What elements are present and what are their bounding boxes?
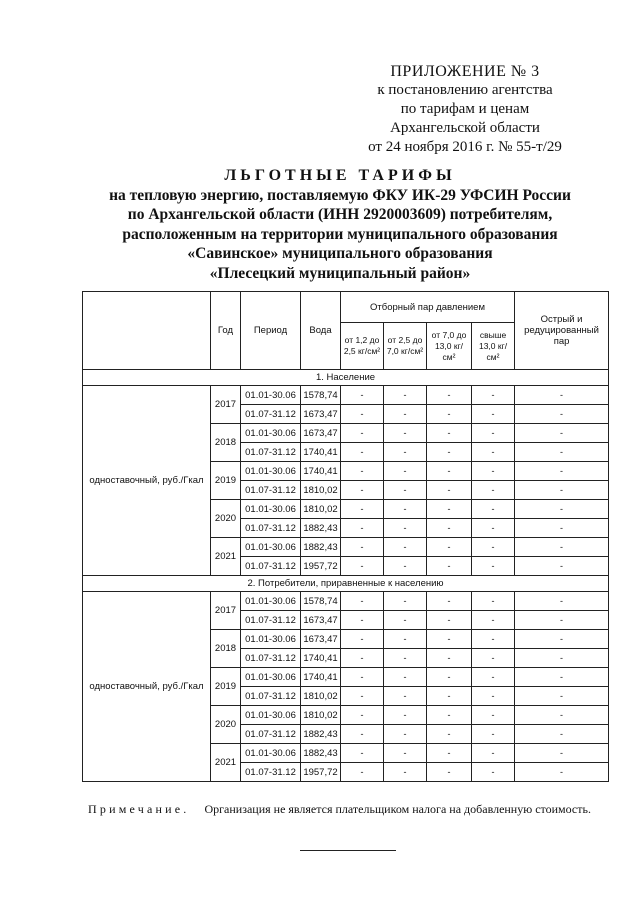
title-line: расположенным на территории муниципального образования [122, 225, 558, 243]
water-tariff-cell: 1740,41 [301, 668, 341, 687]
empty-tariff-cell: - [341, 725, 384, 744]
empty-tariff-cell: - [515, 462, 609, 481]
water-tariff-cell: 1810,02 [301, 500, 341, 519]
empty-tariff-cell: - [427, 500, 472, 519]
empty-tariff-cell: - [472, 706, 515, 725]
year-cell: 2018 [211, 630, 241, 668]
empty-tariff-cell: - [384, 763, 427, 782]
empty-tariff-cell: - [427, 725, 472, 744]
empty-tariff-cell: - [472, 611, 515, 630]
empty-tariff-cell: - [515, 405, 609, 424]
empty-tariff-cell: - [341, 763, 384, 782]
note-label: Примечание. [88, 802, 190, 816]
period-cell: 01.07-31.12 [241, 649, 301, 668]
title-line: на тепловую энергию, поставляемую ФКУ ИК-29 УФСИН России [109, 186, 571, 204]
empty-tariff-cell: - [341, 592, 384, 611]
empty-tariff-cell: - [427, 538, 472, 557]
year-cell: 2021 [211, 538, 241, 576]
empty-tariff-cell: - [427, 630, 472, 649]
period-cell: 01.07-31.12 [241, 405, 301, 424]
period-cell: 01.07-31.12 [241, 611, 301, 630]
empty-tariff-cell: - [341, 649, 384, 668]
year-cell: 2017 [211, 386, 241, 424]
empty-tariff-cell: - [515, 500, 609, 519]
tariff-table-body [83, 370, 609, 782]
empty-tariff-cell: - [515, 763, 609, 782]
water-tariff-cell: 1957,72 [301, 763, 341, 782]
water-tariff-cell: 1740,41 [301, 443, 341, 462]
year-cell: 2019 [211, 462, 241, 500]
water-tariff-cell: 1673,47 [301, 611, 341, 630]
period-cell: 01.07-31.12 [241, 519, 301, 538]
empty-tariff-cell: - [472, 649, 515, 668]
empty-tariff-cell: - [472, 744, 515, 763]
period-cell: 01.07-31.12 [241, 687, 301, 706]
empty-tariff-cell: - [515, 725, 609, 744]
empty-tariff-cell: - [384, 481, 427, 500]
water-tariff-cell: 1673,47 [301, 630, 341, 649]
empty-tariff-cell: - [384, 668, 427, 687]
section-row [83, 576, 609, 592]
empty-tariff-cell: - [472, 443, 515, 462]
period-cell: 01.07-31.12 [241, 763, 301, 782]
table-row [83, 592, 609, 611]
appendix-ref-line: Архангельской области [390, 120, 540, 136]
empty-tariff-cell: - [384, 424, 427, 443]
note-text: Организация не является плательщиком налога на добавленную стоимость. [204, 802, 591, 816]
section-row [83, 370, 609, 386]
bottom-divider [300, 850, 396, 851]
empty-tariff-cell: - [384, 443, 427, 462]
note [88, 801, 608, 817]
empty-tariff-cell: - [341, 500, 384, 519]
empty-tariff-cell: - [341, 630, 384, 649]
period-cell: 01.01-30.06 [241, 424, 301, 443]
water-tariff-cell: 1810,02 [301, 687, 341, 706]
empty-tariff-cell: - [515, 649, 609, 668]
water-tariff-cell: 1673,47 [301, 405, 341, 424]
empty-tariff-cell: - [341, 519, 384, 538]
period-cell: 01.01-30.06 [241, 744, 301, 763]
water-tariff-cell: 1740,41 [301, 462, 341, 481]
empty-tariff-cell: - [384, 592, 427, 611]
header-steam-3: от 7,0 до 13,0 кг/см² [427, 323, 472, 370]
empty-tariff-cell: - [515, 630, 609, 649]
water-tariff-cell: 1882,43 [301, 538, 341, 557]
empty-tariff-cell: - [515, 611, 609, 630]
header-steam-4: свыше 13,0 кг/см² [472, 323, 515, 370]
empty-tariff-cell: - [384, 744, 427, 763]
water-tariff-cell: 1810,02 [301, 481, 341, 500]
empty-tariff-cell: - [341, 424, 384, 443]
empty-tariff-cell: - [384, 611, 427, 630]
year-cell: 2021 [211, 744, 241, 782]
empty-tariff-cell: - [341, 687, 384, 706]
water-tariff-cell: 1740,41 [301, 649, 341, 668]
empty-tariff-cell: - [472, 519, 515, 538]
empty-tariff-cell: - [427, 557, 472, 576]
empty-tariff-cell: - [515, 706, 609, 725]
empty-tariff-cell: - [384, 405, 427, 424]
header-steam: Отборный пар давлением [341, 292, 515, 323]
water-tariff-cell: 1957,72 [301, 557, 341, 576]
empty-tariff-cell: - [515, 744, 609, 763]
empty-tariff-cell: - [515, 519, 609, 538]
empty-tariff-cell: - [515, 668, 609, 687]
empty-tariff-cell: - [427, 481, 472, 500]
appendix-number: ПРИЛОЖЕНИЕ № 3 [390, 63, 540, 80]
period-cell: 01.01-30.06 [241, 630, 301, 649]
water-tariff-cell: 1810,02 [301, 706, 341, 725]
empty-tariff-cell: - [341, 481, 384, 500]
period-cell: 01.01-30.06 [241, 500, 301, 519]
appendix-header [330, 62, 600, 157]
appendix-ref-line: к постановлению агентства [377, 82, 553, 98]
period-cell: 01.01-30.06 [241, 706, 301, 725]
period-cell: 01.07-31.12 [241, 557, 301, 576]
empty-tariff-cell: - [427, 462, 472, 481]
empty-tariff-cell: - [427, 519, 472, 538]
empty-tariff-cell: - [515, 687, 609, 706]
empty-tariff-cell: - [341, 611, 384, 630]
empty-tariff-cell: - [472, 538, 515, 557]
empty-tariff-cell: - [472, 592, 515, 611]
header-indicator [83, 292, 211, 370]
year-cell: 2017 [211, 592, 241, 630]
water-tariff-cell: 1882,43 [301, 744, 341, 763]
header-steam-2: от 2,5 до 7,0 кг/см² [384, 323, 427, 370]
empty-tariff-cell: - [384, 500, 427, 519]
water-tariff-cell: 1882,43 [301, 519, 341, 538]
water-tariff-cell: 1578,74 [301, 386, 341, 405]
title-line: «Савинское» муниципального образования [187, 245, 493, 262]
empty-tariff-cell: - [384, 630, 427, 649]
empty-tariff-cell: - [427, 405, 472, 424]
empty-tariff-cell: - [472, 500, 515, 519]
header-year: Год [211, 292, 241, 370]
empty-tariff-cell: - [384, 386, 427, 405]
empty-tariff-cell: - [341, 538, 384, 557]
empty-tariff-cell: - [341, 668, 384, 687]
empty-tariff-cell: - [472, 630, 515, 649]
empty-tariff-cell: - [427, 763, 472, 782]
empty-tariff-cell: - [341, 706, 384, 725]
section-title: 2. Потребители, приравненные к населению [83, 576, 609, 592]
empty-tariff-cell: - [427, 592, 472, 611]
title-heading: ЛЬГОТНЫЕ ТАРИФЫ [224, 167, 456, 184]
indicator-cell: одноставочный, руб./Гкал [83, 592, 211, 782]
empty-tariff-cell: - [384, 706, 427, 725]
empty-tariff-cell: - [341, 557, 384, 576]
empty-tariff-cell: - [427, 443, 472, 462]
empty-tariff-cell: - [472, 386, 515, 405]
period-cell: 01.07-31.12 [241, 481, 301, 500]
empty-tariff-cell: - [427, 611, 472, 630]
header-steam-1: от 1,2 до 2,5 кг/см² [341, 323, 384, 370]
empty-tariff-cell: - [515, 557, 609, 576]
period-cell: 01.01-30.06 [241, 538, 301, 557]
empty-tariff-cell: - [427, 706, 472, 725]
empty-tariff-cell: - [384, 649, 427, 668]
empty-tariff-cell: - [384, 462, 427, 481]
empty-tariff-cell: - [472, 687, 515, 706]
empty-tariff-cell: - [341, 386, 384, 405]
empty-tariff-cell: - [384, 538, 427, 557]
period-cell: 01.01-30.06 [241, 668, 301, 687]
section-title: 1. Население [83, 370, 609, 386]
empty-tariff-cell: - [472, 405, 515, 424]
empty-tariff-cell: - [515, 538, 609, 557]
empty-tariff-cell: - [472, 763, 515, 782]
header-water: Вода [301, 292, 341, 370]
empty-tariff-cell: - [341, 744, 384, 763]
empty-tariff-cell: - [341, 405, 384, 424]
water-tariff-cell: 1673,47 [301, 424, 341, 443]
table-row [83, 386, 609, 405]
empty-tariff-cell: - [427, 687, 472, 706]
empty-tariff-cell: - [427, 744, 472, 763]
empty-tariff-cell: - [472, 557, 515, 576]
empty-tariff-cell: - [384, 687, 427, 706]
year-cell: 2020 [211, 500, 241, 538]
header-sharp-steam: Острый и редуцированный пар [515, 292, 609, 370]
empty-tariff-cell: - [515, 424, 609, 443]
indicator-cell: одноставочный, руб./Гкал [83, 386, 211, 576]
empty-tariff-cell: - [341, 443, 384, 462]
empty-tariff-cell: - [384, 725, 427, 744]
empty-tariff-cell: - [472, 424, 515, 443]
title-line: по Архангельской области (ИНН 2920003609) потребителям, [127, 206, 553, 223]
water-tariff-cell: 1578,74 [301, 592, 341, 611]
year-cell: 2020 [211, 706, 241, 744]
tariff-table [82, 291, 609, 782]
year-cell: 2018 [211, 424, 241, 462]
empty-tariff-cell: - [472, 668, 515, 687]
empty-tariff-cell: - [515, 443, 609, 462]
empty-tariff-cell: - [515, 386, 609, 405]
empty-tariff-cell: - [472, 462, 515, 481]
empty-tariff-cell: - [427, 424, 472, 443]
empty-tariff-cell: - [515, 481, 609, 500]
period-cell: 01.07-31.12 [241, 443, 301, 462]
empty-tariff-cell: - [384, 519, 427, 538]
empty-tariff-cell: - [341, 462, 384, 481]
appendix-ref-line: по тарифам и ценам [400, 101, 530, 117]
empty-tariff-cell: - [472, 481, 515, 500]
empty-tariff-cell: - [427, 649, 472, 668]
period-cell: 01.01-30.06 [241, 592, 301, 611]
period-cell: 01.01-30.06 [241, 386, 301, 405]
period-cell: 01.07-31.12 [241, 725, 301, 744]
year-cell: 2019 [211, 668, 241, 706]
appendix-date: от 24 ноября 2016 г. № 55-т/29 [368, 139, 562, 155]
document-title [60, 166, 620, 283]
period-cell: 01.01-30.06 [241, 462, 301, 481]
empty-tariff-cell: - [427, 386, 472, 405]
water-tariff-cell: 1882,43 [301, 725, 341, 744]
empty-tariff-cell: - [515, 592, 609, 611]
empty-tariff-cell: - [427, 668, 472, 687]
header-period: Период [241, 292, 301, 370]
empty-tariff-cell: - [384, 557, 427, 576]
empty-tariff-cell: - [472, 725, 515, 744]
title-line: «Плесецкий муниципальный район» [209, 264, 471, 282]
